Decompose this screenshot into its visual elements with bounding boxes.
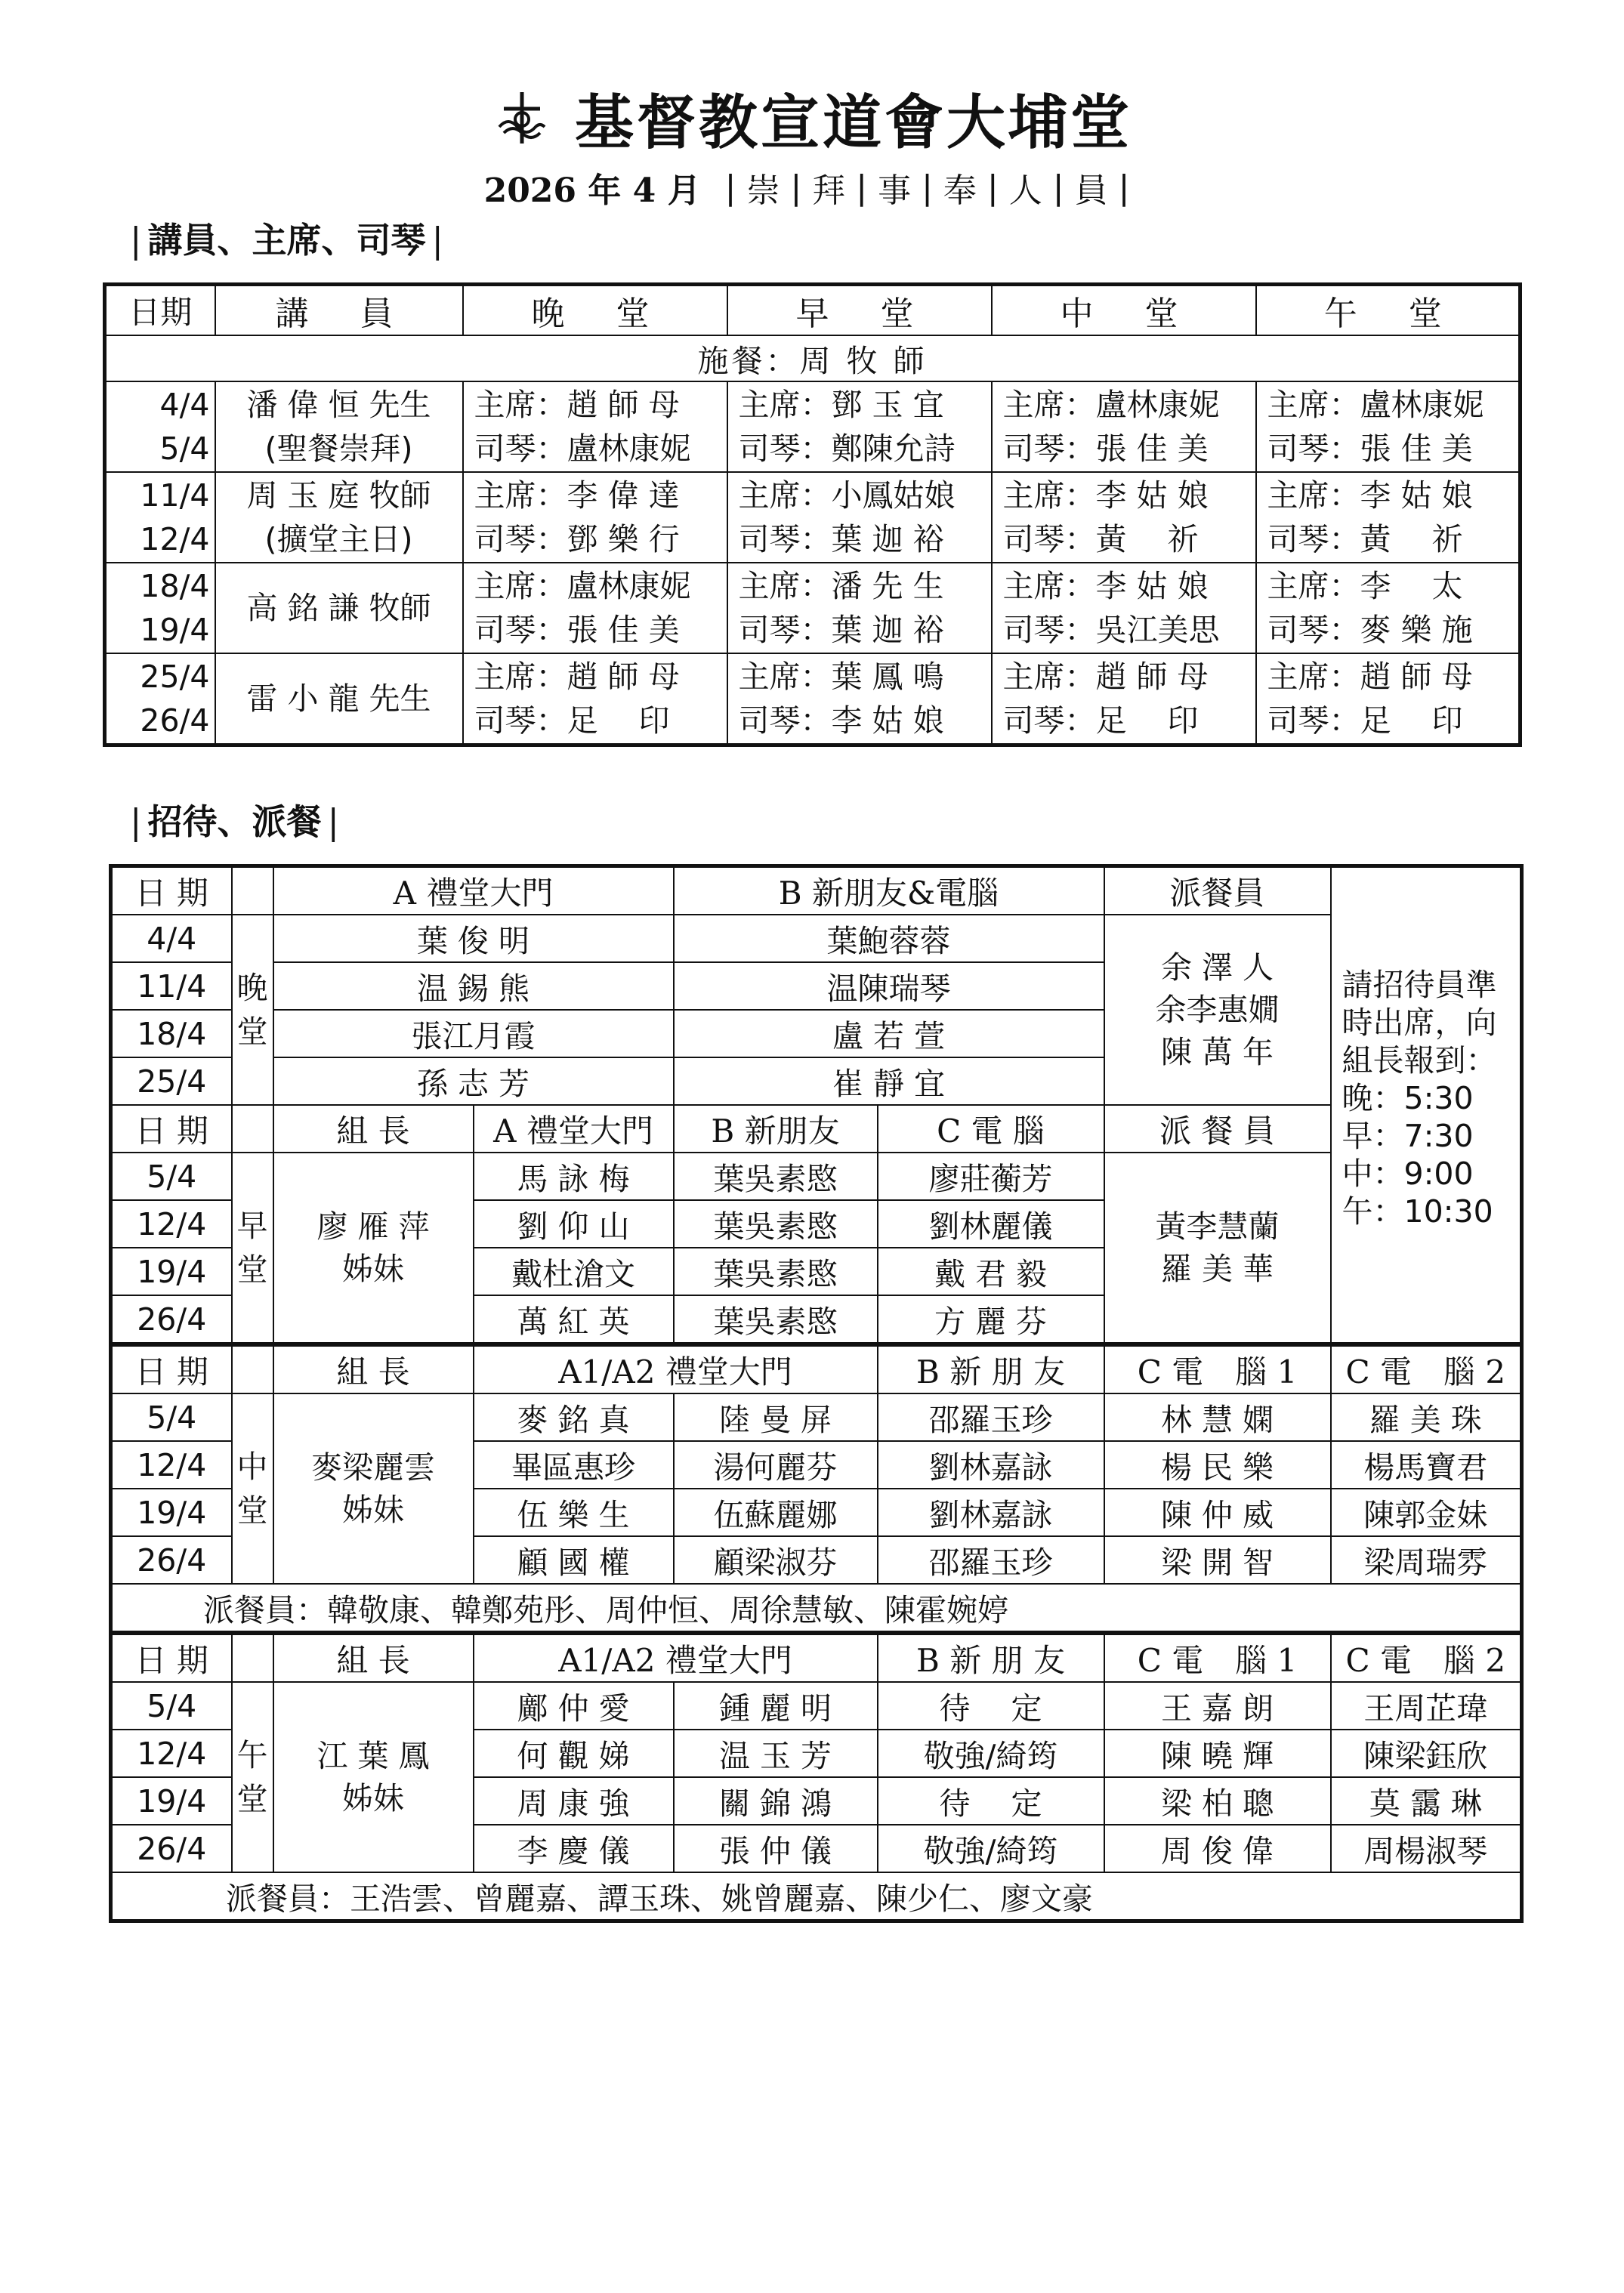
noon-cell: 主席：盧林康妮 司琴：張 佳 美: [1256, 381, 1521, 472]
col-header-date: 日期: [105, 285, 215, 336]
table-row: 19/4 周 康 強 關 錦 鴻 待 定 梁 柏 聰 莫 靄 琳: [111, 1777, 1522, 1825]
early-cell: 主席：鄧 玉 宜 司琴：鄭陳允詩: [727, 381, 992, 472]
section2-heading: | 招待、派餐 |: [130, 801, 339, 842]
table-row: 19/4 伍 樂 生 伍蘇麗娜 劉林嘉詠 陳 仲 威 陳郭金妹: [111, 1489, 1522, 1536]
table-row: 5/4 早 堂 廖 雁 萍 姊妹 馬 詠 梅 葉吳素愍 廖莊蘅芳 黃李慧蘭 羅 美 華: [111, 1153, 1522, 1200]
table-row: 19/4 戴杜滄文 葉吳素愍 戴 君 毅: [111, 1248, 1522, 1295]
table-row: 26/4 萬 紅 英 葉吳素愍 方 麗 芬: [111, 1295, 1522, 1344]
date-cell: 11/4 12/4: [105, 472, 215, 563]
date-cell: 25/4 26/4: [105, 653, 215, 745]
col-header-evening: 晚 堂: [463, 285, 727, 336]
table-row: 4/4 晚 堂 葉 俊 明 葉鮑蓉蓉 余 澤 人 余李惠嫺 陳 萬 年: [111, 915, 1522, 962]
subtitle-char: 崇: [746, 171, 780, 210]
subtitle-char: 奉: [943, 171, 977, 210]
table-row: 5/4 午 堂 江 葉 鳳 姊妹 鄺 仲 愛 鍾 麗 明 待 定 王 嘉 朗 王周芷瑋: [111, 1682, 1522, 1730]
evening-cell: 主席：李 偉 達 司琴：鄧 樂 行: [463, 472, 727, 563]
service-label: 午 堂: [232, 1682, 273, 1872]
page-header: [0, 76, 1624, 211]
meal-row: 施餐：周 牧 師: [105, 335, 1521, 381]
table-row: 26/4 顧 國 權 顧梁淑芬 邵羅玉珍 梁 開 智 梁周瑞雰: [111, 1536, 1522, 1584]
subtitle-char: 人: [1008, 171, 1042, 210]
service-label: 早 堂: [232, 1153, 273, 1344]
col-header-newfriend-computer: B 新朋友&電腦: [674, 866, 1104, 915]
meal-staff-line: 派餐員：韓敬康、韓鄭苑彤、周仲恒、周徐慧敏、陳霍婉婷: [111, 1584, 1522, 1633]
table-row: [105, 563, 1521, 653]
evening-cell: 主席：趙 師 母 司琴：足 印: [463, 653, 727, 745]
speakers-table: [103, 282, 1522, 747]
col-header-door: A 禮堂大門: [273, 866, 674, 915]
evening-cell: 主席：盧林康妮 司琴：張 佳 美: [463, 563, 727, 653]
early-cell: 主席：葉 鳳 鳴 司琴：李 姑 娘: [727, 653, 992, 745]
table-row: 25/4 孫 志 芳 崔 靜 宜: [111, 1057, 1522, 1105]
speaker-cell: 周 玉 庭 牧師 (擴堂主日): [215, 472, 463, 563]
table-row: [105, 381, 1521, 472]
noon-cell: 主席：李 姑 娘 司琴：黃 祈: [1256, 472, 1521, 563]
speaker-cell: 潘 偉 恒 先生 (聖餐崇拜): [215, 381, 463, 472]
page-title: 基督教宣道會大埔堂: [574, 88, 1132, 157]
service-label: 中 堂: [232, 1393, 273, 1584]
year-month: 2026 年 4 月: [483, 171, 701, 210]
middle-cell: 主席：李 姑 娘 司琴：黃 祈: [992, 472, 1256, 563]
meal-staff-line: 派餐員：王浩雲、曾麗嘉、譚玉珠、姚曾麗嘉、陳少仁、廖文豪: [111, 1872, 1522, 1921]
section1-heading: | 講員、主席、司琴 |: [130, 220, 443, 261]
church-logo-icon: [492, 88, 552, 148]
middle-cell: 主席：盧林康妮 司琴：張 佳 美: [992, 381, 1256, 472]
noon-cell: 主席：李 太 司琴：麥 樂 施: [1256, 563, 1521, 653]
middle-cell: 主席：趙 師 母 司琴：足 印: [992, 653, 1256, 745]
col-header-speaker: 講 員: [215, 285, 463, 336]
subtitle-char: 拜: [812, 171, 846, 210]
speaker-cell: 雷 小 龍 先生: [215, 653, 463, 745]
group-leader: 江 葉 鳳 姊妹: [273, 1682, 474, 1872]
group-leader: 麥梁麗雲 姊妹: [273, 1393, 474, 1584]
early-cell: 主席：小鳳姑娘 司琴：葉 迦 裕: [727, 472, 992, 563]
early-cell: 主席：潘 先 生 司琴：葉 迦 裕: [727, 563, 992, 653]
ushers-table: 日 期 A 禮堂大門 B 新朋友&電腦 派餐員 請招待員準 時出席，向 組長報到： 晚：5:30 早：7:30 中：9:00 午：10:30 4/4 晚 堂 葉 俊 明 葉鮑蓉蓉 余 澤 人 余李惠嫺 陳 萬 年 11/4 温 錫 熊 温陳瑞琴 18/4 張江月霞 盧 若 萱 25/4 孫 志 芳 崔 靜 宜 日 期 組 長 A 禮堂大門 B 新朋友 C 電 腦 派 餐 員 5/4 早 堂 廖 雁 萍 姊妹 馬 詠 梅 葉吳素愍 廖莊蘅芳 黃李慧蘭 羅 美 華 12/4 劉 仰 山 葉吳素愍 劉林麗儀 19/4 戴杜滄文 葉吳素愍 戴 君 毅 26/4 萬 紅 英 葉吳素愍 方 麗 芬 日 期 組 長 A1/A2 禮堂大門 B 新 朋 友 C 電 腦 1 C 電 腦 2 5/4 中 堂 麥梁麗雲 姊妹 麥 銘 真 陸 曼 屏 邵羅玉珍 林 慧 嫻 羅 美 珠 12/4 畢區惠珍 湯何麗芬 劉林嘉詠 楊 民 樂 楊馬寶君 19/4 伍 樂 生 伍蘇麗娜 劉林嘉詠 陳 仲 威 陳郭金妹 26/4 顧 國 權 顧梁淑芬 邵羅玉珍 梁 開 智 梁周瑞雰 派餐員：韓敬康、韓鄭苑彤、周仲恒、周徐慧敏、陳霍婉婷 日 期 組 長 A1/A2 禮堂大門 B 新 朋 友 C 電 腦 1 C 電 腦 2 5/4 午 堂 江 葉 鳳 姊妹 鄺 仲 愛 鍾 麗 明 待 定 王 嘉 朗 王周芷瑋 12/4 何 觀 娣 温 玉 芳 敬強/綺筠 陳 曉 輝 陳梁鈺欣 19/4 周 康 強 關 錦 鴻 待 定 梁 柏 聰 莫 靄 琳 26/4 李 慶 儀 張 仲 儀 敬強/綺筠 周 俊 偉 周楊淑琴 派餐員：王浩雲、曾麗嘉、譚玉珠、姚曾麗嘉、陳少仁、廖文豪: [109, 864, 1524, 1923]
table-row: 26/4 李 慶 儀 張 仲 儀 敬強/綺筠 周 俊 偉 周楊淑琴: [111, 1825, 1522, 1872]
arrival-note: 請招待員準 時出席，向 組長報到： 晚：5:30 早：7:30 中：9:00 午：10:30: [1331, 866, 1522, 1345]
title-line: [0, 76, 1624, 160]
table-row: 12/4 畢區惠珍 湯何麗芬 劉林嘉詠 楊 民 樂 楊馬寶君: [111, 1441, 1522, 1489]
table-header-row: [105, 285, 1521, 336]
table-row: [105, 653, 1521, 745]
group-leader: 廖 雁 萍 姊妹: [273, 1153, 474, 1344]
service-label: 晚 堂: [232, 915, 273, 1105]
table-row: 5/4 中 堂 麥梁麗雲 姊妹 麥 銘 真 陸 曼 屏 邵羅玉珍 林 慧 嫻 羅 美 珠: [111, 1393, 1522, 1441]
col-header-early: 早 堂: [727, 285, 992, 336]
subtitle-char: 事: [878, 171, 912, 210]
table-row: 11/4 温 錫 熊 温陳瑞琴: [111, 962, 1522, 1010]
table-row: 12/4 劉 仰 山 葉吳素愍 劉林麗儀: [111, 1200, 1522, 1248]
col-header-middle: 中 堂: [992, 285, 1256, 336]
col-header-noon: 午 堂: [1256, 285, 1521, 336]
date-cell: 18/4 19/4: [105, 563, 215, 653]
col-header-date: 日 期: [111, 866, 232, 915]
col-header-meal: 派餐員: [1104, 866, 1331, 915]
table-row: 18/4 張江月霞 盧 若 萱: [111, 1010, 1522, 1057]
table-row: [105, 472, 1521, 563]
evening-cell: 主席：趙 師 母 司琴：盧林康妮: [463, 381, 727, 472]
date-cell: 4/4 5/4: [105, 381, 215, 472]
page-subtitle: 2026 年 4 月 | 崇 | 拜 | 事 | 奉 | 人 | 員 |: [0, 163, 1624, 211]
meal-staff: 余 澤 人 余李惠嫺 陳 萬 年: [1104, 915, 1331, 1105]
meal-staff: 黃李慧蘭 羅 美 華: [1104, 1153, 1331, 1344]
speaker-cell: 高 銘 謙 牧師: [215, 563, 463, 653]
subtitle-char: 員: [1074, 171, 1108, 210]
noon-cell: 主席：趙 師 母 司琴：足 印: [1256, 653, 1521, 745]
middle-cell: 主席：李 姑 娘 司琴：吳江美思: [992, 563, 1256, 653]
table-row: 12/4 何 觀 娣 温 玉 芳 敬強/綺筠 陳 曉 輝 陳梁鈺欣: [111, 1730, 1522, 1777]
